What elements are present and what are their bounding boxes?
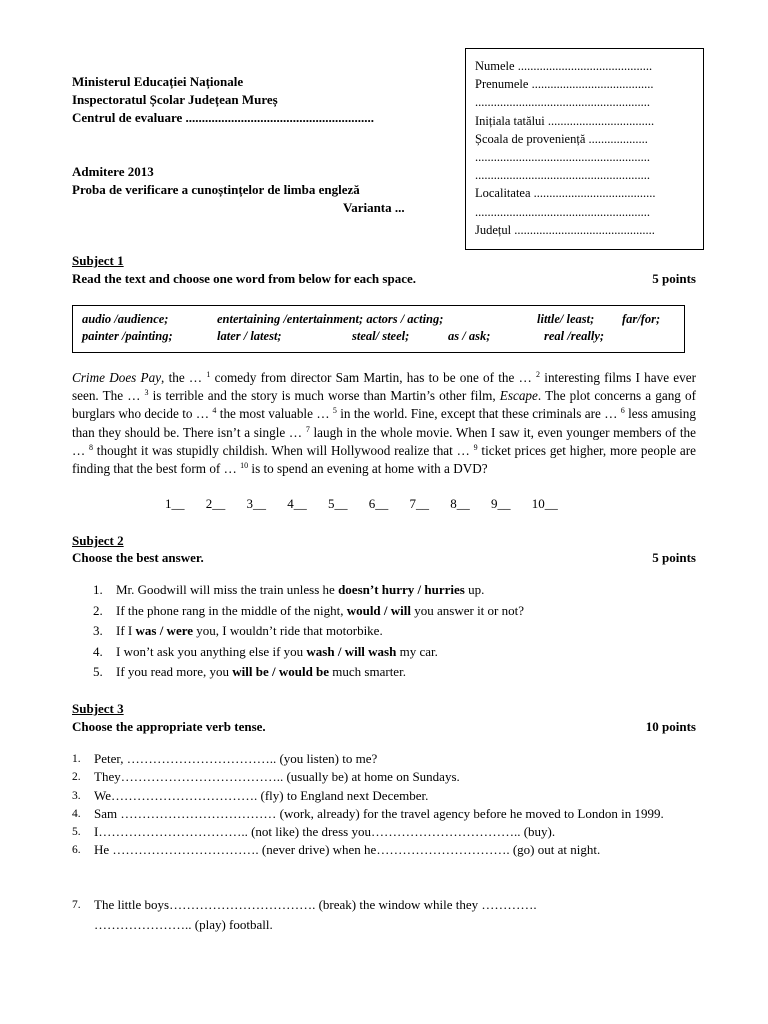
answer-blank[interactable]: 9__ (491, 496, 511, 511)
subject1-instruction-row (72, 271, 696, 287)
answer-choice[interactable]: wash / will wash (306, 643, 397, 659)
candidate-id-box (465, 48, 704, 250)
word-option: far/for; (622, 312, 661, 326)
word-option: audio /audience; (82, 312, 169, 326)
list-item: 5. If you read more, you will be / would be much smarter. (93, 664, 406, 679)
word-option: little/ least; (537, 312, 595, 326)
ministry-name: Ministerul Educației Naționale (72, 74, 244, 89)
answer-blank[interactable]: 6__ (368, 496, 389, 511)
inspectorate-name: Inspectoratul Școlar Județean Mureș (72, 92, 278, 107)
id-field-county[interactable]: Județul ............................................. (475, 222, 655, 237)
list-item: 1. Mr. Goodwill will miss the train unless he doesn’t hurry / hurries up. (93, 582, 485, 597)
subject3-list (72, 750, 702, 860)
id-field-name[interactable]: Numele ........................................... (475, 59, 653, 73)
list-item: 2. They……………………………….. (usually be) at home on Sundays. (72, 769, 460, 785)
word-option: later / latest; (217, 329, 282, 343)
list-item: 6. He ……………………………. (never drive) when he…………………………. (go) out at night. (72, 842, 601, 858)
film-title: Crime Does Pay (72, 370, 162, 385)
id-field-locality-cont[interactable]: ........................................................ (475, 204, 650, 219)
list-item: 3. If I was / were you, I wouldn’t ride that motorbike. (93, 623, 383, 638)
answer-blank[interactable]: 10__ (531, 496, 558, 511)
subject2-points: 5 points (652, 550, 696, 565)
id-field-school[interactable]: Școala de proveniență ................... (475, 131, 648, 146)
word-option: entertaining /entertainment; actors / acting; (217, 312, 444, 326)
exam-title: Admitere 2013 (72, 164, 154, 179)
list-item: 2. If the phone rang in the middle of the night, would / will you answer it or not? (93, 602, 525, 618)
subject1-points: 5 points (652, 271, 696, 286)
evaluation-center: Centrul de evaluare .......................................................... (72, 110, 374, 125)
answer-choice[interactable]: doesn’t hurry / hurries (338, 582, 465, 597)
subject1-title: Subject 1 (72, 253, 124, 268)
subject2-title: Subject 2 (72, 533, 124, 548)
word-option: painter /painting; (82, 329, 173, 343)
reading-passage: Crime Does Pay, the … $^1$ comedy from director Sam Martin, has to be one of the … $^2$ interesting films I have ever seen. The … $^3$ is terrible and the story is much worse than Martin’s other film, Escape. The plot concerns a gang of burglars who decide to … $^4$ the most valuable … $^5$ in the world. Fine, except that these criminals are … $^6$ less amusing than they should be. There isn’t a single … $^7$ laugh in the whole movie. When I saw it, even younger members of the … $^8$ thought it was stupidly childish. When will Hollywood realize that … $^9$ ticket prices get higher, more people are finding that the best form of … $^{10}$ is to spend an evening at home with a DVD? (72, 370, 696, 477)
answer-choice[interactable]: would / will (346, 602, 411, 618)
subject1-instruction: Read the text and choose one word from below for each space. (72, 271, 416, 286)
answer-blank[interactable]: 7__ (409, 496, 429, 511)
variant-label: Varianta ... (343, 200, 405, 215)
id-field-surname[interactable]: Prenumele ....................................... (475, 77, 654, 92)
subject2-list (93, 580, 524, 683)
test-title: Proba de verificare a cunoștințelor de limba engleză (72, 182, 360, 197)
subject3-instruction-row (72, 719, 696, 735)
answer-blank[interactable]: 3__ (246, 496, 266, 511)
answer-blanks (165, 496, 576, 512)
word-bank-box (72, 305, 685, 353)
answer-blank[interactable]: 5__ (328, 496, 348, 511)
answer-blank[interactable]: 2__ (205, 496, 226, 511)
list-item: 1. Peter, …………………………….. (you listen) to me? (72, 751, 378, 766)
id-field-locality[interactable]: Localitatea ....................................... (475, 186, 656, 201)
subject3-points: 10 points (645, 719, 696, 734)
id-field-school-cont-2[interactable]: ........................................................ (475, 168, 650, 183)
answer-blank[interactable]: 4__ (287, 496, 307, 511)
subject2-instruction: Choose the best answer. (72, 550, 204, 565)
answer-choice[interactable]: will be / would be (232, 664, 330, 679)
id-field-surname-cont[interactable]: ........................................................ (475, 95, 650, 110)
list-item: 3. We……………………………. (fly) to England next December. (72, 787, 429, 803)
answer-blank[interactable]: 8__ (450, 496, 470, 511)
id-field-father-initial[interactable]: Inițiala tatălui .................................. (475, 113, 655, 128)
word-option: real /really; (544, 329, 605, 343)
subject3-title: Subject 3 (72, 701, 124, 716)
subject3-list-cont (72, 895, 702, 935)
subject2-instruction-row (72, 550, 696, 566)
list-item: 5. I…………………………….. (not like) the dress you…………………………….. (buy). (72, 824, 556, 840)
word-option: as / ask; (448, 329, 491, 343)
id-field-school-cont-1[interactable]: ........................................................ (475, 150, 650, 165)
subject3-instruction: Choose the appropriate verb tense. (72, 719, 266, 734)
word-option: steal/ steel; (352, 329, 410, 343)
answer-choice[interactable]: was / were (135, 623, 194, 638)
list-item: 4. I won’t ask you anything else if you wash / will wash my car. (93, 643, 438, 659)
answer-blank[interactable]: 1__ (165, 496, 185, 511)
list-item: 4. Sam ……………………………… (work, already) for the travel agency before he moved to London in 1999. (72, 805, 664, 821)
list-item: 7. The little boys……………………………. (break) the window while they …………. ………………….. (play) football. (72, 897, 537, 932)
